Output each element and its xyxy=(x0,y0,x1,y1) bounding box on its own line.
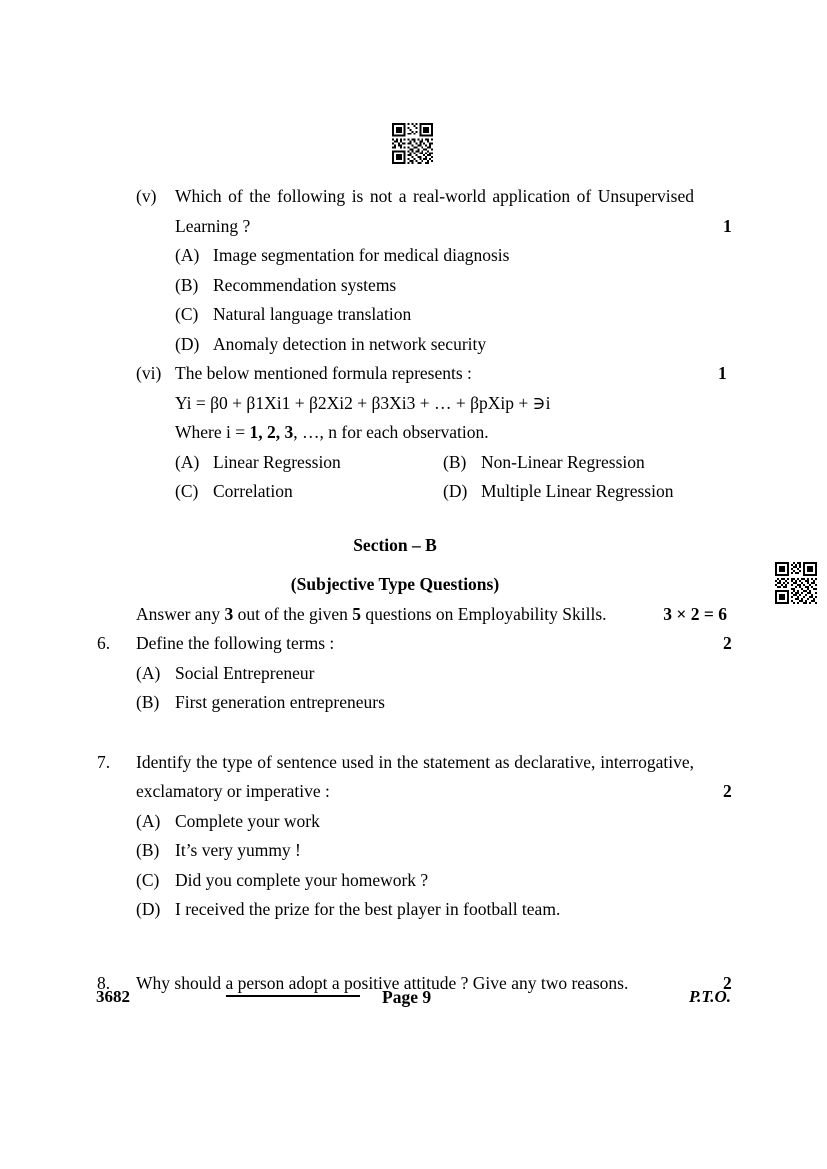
question-7-item-c-text: Did you complete your homework ? xyxy=(175,869,429,890)
question-7 xyxy=(0,748,827,807)
question-7-number: 7. xyxy=(97,751,111,772)
option-v-a[interactable] xyxy=(0,241,827,271)
question-vi-text: The below mentioned formula represents : xyxy=(175,363,472,383)
option-vi-c-text[interactable]: Correlation xyxy=(213,481,293,501)
option-vi-row-1 xyxy=(0,448,827,478)
question-7-item-a xyxy=(0,807,827,837)
question-8-text: Why should a person adopt a positive attitude ? Give any two reasons. xyxy=(136,972,629,993)
option-vi-d-label: (D) xyxy=(443,481,468,501)
question-7-item-b xyxy=(0,836,827,866)
question-6-number: 6. xyxy=(97,633,111,653)
question-7-item-b-text: It’s very yummy ! xyxy=(175,840,301,860)
question-7-item-c-label: (C) xyxy=(136,869,160,890)
option-v-c[interactable] xyxy=(0,300,827,330)
option-vi-a-text[interactable]: Linear Regression xyxy=(213,451,341,472)
option-v-a-label: (A) xyxy=(175,245,200,265)
question-6-text: Define the following terms : xyxy=(136,633,335,653)
footer-divider-rule xyxy=(226,995,360,997)
question-6 xyxy=(0,629,827,659)
question-6-marks: 2 xyxy=(723,633,732,653)
qr-code-top xyxy=(392,123,433,164)
option-v-c-label: (C) xyxy=(175,304,199,324)
paper-code: 3682 xyxy=(96,987,130,1006)
pto-label: P.T.O. xyxy=(688,987,731,1006)
question-v-marker: (v) xyxy=(136,186,157,206)
section-b-subheading: (Subjective Type Questions) xyxy=(290,574,500,594)
question-vi-where xyxy=(175,418,827,448)
question-6-item-a-text: Social Entrepreneur xyxy=(175,662,315,683)
option-v-d-text: Anomaly detection in network security xyxy=(213,333,487,354)
question-vi xyxy=(0,359,827,389)
question-v-text: Which of the following is not a real-world application of Unsupervised Learning ? xyxy=(175,186,694,236)
question-7-marks: 2 xyxy=(723,781,732,801)
option-v-d-label: (D) xyxy=(175,333,200,354)
question-7-item-d xyxy=(0,895,827,925)
question-6-item-b xyxy=(0,688,827,718)
option-v-b-label: (B) xyxy=(175,274,199,295)
question-7-item-a-text: Complete your work xyxy=(175,810,320,831)
question-7-item-d-text: I received the prize for the best player in football team. xyxy=(175,899,561,919)
option-vi-b-text[interactable]: Non-Linear Regression xyxy=(481,451,645,472)
question-6-item-a xyxy=(0,659,827,689)
option-vi-b-label: (B) xyxy=(443,451,467,472)
question-vi-marks: 1 xyxy=(718,363,727,383)
question-6-item-a-label: (A) xyxy=(136,662,161,683)
question-7-item-d-label: (D) xyxy=(136,899,161,919)
instruction-count-answer: 3 xyxy=(224,603,234,624)
question-v xyxy=(0,182,827,241)
question-content xyxy=(0,182,827,998)
instruction-part-2: out of the given xyxy=(233,603,353,624)
option-vi-a-label: (A) xyxy=(175,451,200,472)
where-prefix: Where i = xyxy=(175,422,250,442)
question-vi-marker: (vi) xyxy=(136,363,162,383)
option-v-b-text: Recommendation systems xyxy=(213,274,397,295)
instruction-count-total: 5 xyxy=(352,603,362,624)
question-7-item-c xyxy=(0,866,827,896)
section-b-instruction xyxy=(136,600,727,630)
question-vi-formula: Yi = β0 + β1Xi1 + β2Xi2 + β3Xi3 + … + βpXip + ∋i xyxy=(175,392,551,413)
question-7-item-a-label: (A) xyxy=(136,810,161,831)
question-8-number: 8. xyxy=(97,972,111,993)
where-suffix: , …, n for each observation. xyxy=(293,422,489,442)
option-v-d[interactable] xyxy=(0,330,827,360)
question-6-item-b-label: (B) xyxy=(136,692,160,712)
option-vi-row-2 xyxy=(0,477,827,507)
option-vi-c-label: (C) xyxy=(175,481,199,501)
instruction-part-3: questions on Employability Skills. xyxy=(361,603,607,624)
question-8-marks: 2 xyxy=(723,972,732,993)
where-values: 1, 2, 3 xyxy=(249,422,294,442)
question-7-text: Identify the type of sentence used in the statement as declarative, interrogative, exclamatory or imperative : xyxy=(136,751,694,801)
question-7-item-b-label: (B) xyxy=(136,840,160,860)
instruction-marks: 3 × 2 = 6 xyxy=(663,603,727,624)
question-6-item-b-text: First generation entrepreneurs xyxy=(175,692,385,712)
option-v-c-text: Natural language translation xyxy=(213,304,412,324)
page-number-label: Page 9 xyxy=(382,987,432,1007)
option-v-a-text: Image segmentation for medical diagnosis xyxy=(213,245,510,265)
option-vi-d-text[interactable]: Multiple Linear Regression xyxy=(481,481,674,501)
option-v-b[interactable] xyxy=(0,271,827,301)
instruction-part-1: Answer any xyxy=(136,603,225,624)
page-footer xyxy=(0,984,827,1010)
question-v-marks: 1 xyxy=(723,215,732,236)
section-b-heading: Section – B xyxy=(353,534,437,555)
